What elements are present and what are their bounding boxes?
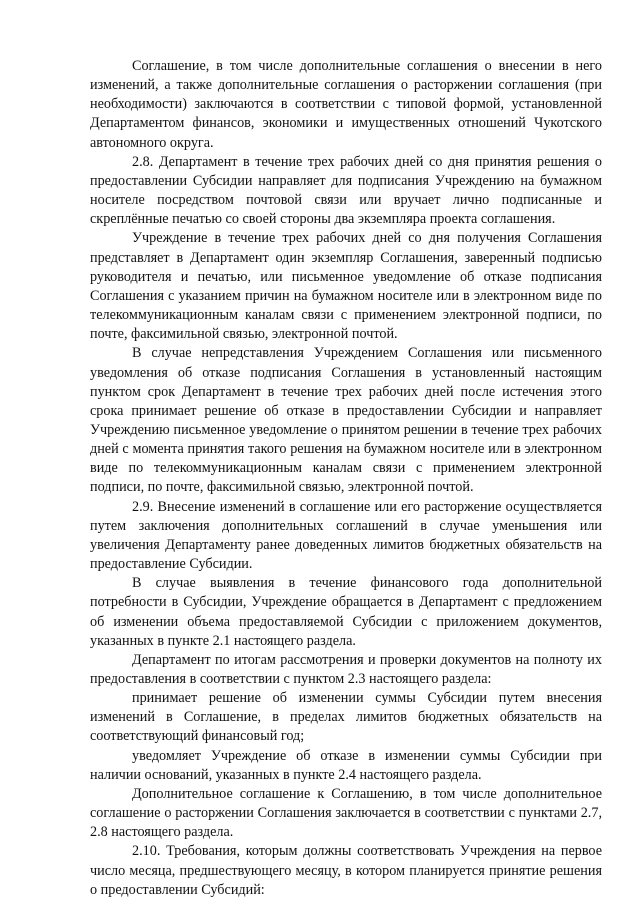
paragraph-2-8: 2.8. Департамент в течение трех рабочих дней со дня принятия решения о предоставлении Субсидии направляет для подписания Учреждению на бумажном носителе посредством почтовой связи или вручает лично подписанные и скреплённые печатью со своей стороны два экземпляра проекта соглашения. <box>90 153 602 228</box>
paragraph-2-9: 2.9. Внесение изменений в соглашение или его расторжение осуществляется путем заключения дополнительных соглашений в случае уменьшения или увеличения Департаменту ранее доведенных лимитов бюджетных обязательств на предоставление Субсидии. <box>90 498 602 573</box>
paragraph-decision-change: принимает решение об изменении суммы Субсидии путем внесения изменений в Соглашение, в пределах лимитов бюджетных обязательств на соответствующий финансовый год; <box>90 690 602 745</box>
paragraph-notify-refusal: уведомляет Учреждение об отказе в изменении суммы Субсидии при наличии оснований, указанных в пункте 2.4 настоящего раздела. <box>90 747 602 783</box>
document-page <box>90 57 602 900</box>
paragraph-additional-agreement: Дополнительное соглашение к Соглашению, в том числе дополнительное соглашение о расторжении Соглашения заключается в соответствии с пунктами 2.7, 2.8 настоящего раздела. <box>90 785 602 841</box>
paragraph-department-review: Департамент по итогам рассмотрения и проверки документов на полноту их предоставления в соответствии с пунктом 2.3 настоящего раздела: <box>90 651 602 687</box>
paragraph-agreement-form: Соглашение, в том числе дополнительные соглашения о внесении в него изменений, а также дополнительные соглашения о расторжении соглашения (при необходимости) заключаются в соответствии с типовой формой, установленной Департаментом финансов, экономики и имущественных отношений Чукотского автономного округа. <box>90 58 602 151</box>
paragraph-institution-submission: Учреждение в течение трех рабочих дней со дня получения Соглашения представляет в Департамент один экземпляр Соглашения, заверенный подписью руководителя и печатью, или письменное уведомление об отказе подписания Соглашения с указанием причин на бумажном носителе или в электронном виде по телекоммуникационным каналам связи с применением электронной подписи, по почте, факсимильной связью, электронной почтой. <box>90 230 602 343</box>
paragraph-additional-need: В случае выявления в течение финансового года дополнительной потребности в Субсидии, Учреждение обращается в Департамент с предложением об изменении объема предоставляемой Субсидии с приложением документов, указанных в пункте 2.1 настоящего раздела. <box>90 575 602 649</box>
paragraph-non-submission: В случае непредставления Учреждением Соглашения или письменного уведомления об отказе подписания Соглашения в установленный настоящим пунктом срок Департамент в течение трех рабочих дней после истечения этого срока принимает решение об отказе в предоставлении Субсидии и направляет Учреждению письменное уведомление о принятом решении в течение трех рабочих дней с момента принятия такого решения на бумажном носителе или в электронном виде по телекоммуникационным каналам связи с применением электронной подписи, по почте, факсимильной связью, электронной почтой. <box>90 345 602 496</box>
paragraph-2-10: 2.10. Требования, которым должны соответствовать Учреждения на первое число месяца, предшествующего месяцу, в котором планируется принятие решения о предоставлении Субсидий: <box>90 843 602 898</box>
